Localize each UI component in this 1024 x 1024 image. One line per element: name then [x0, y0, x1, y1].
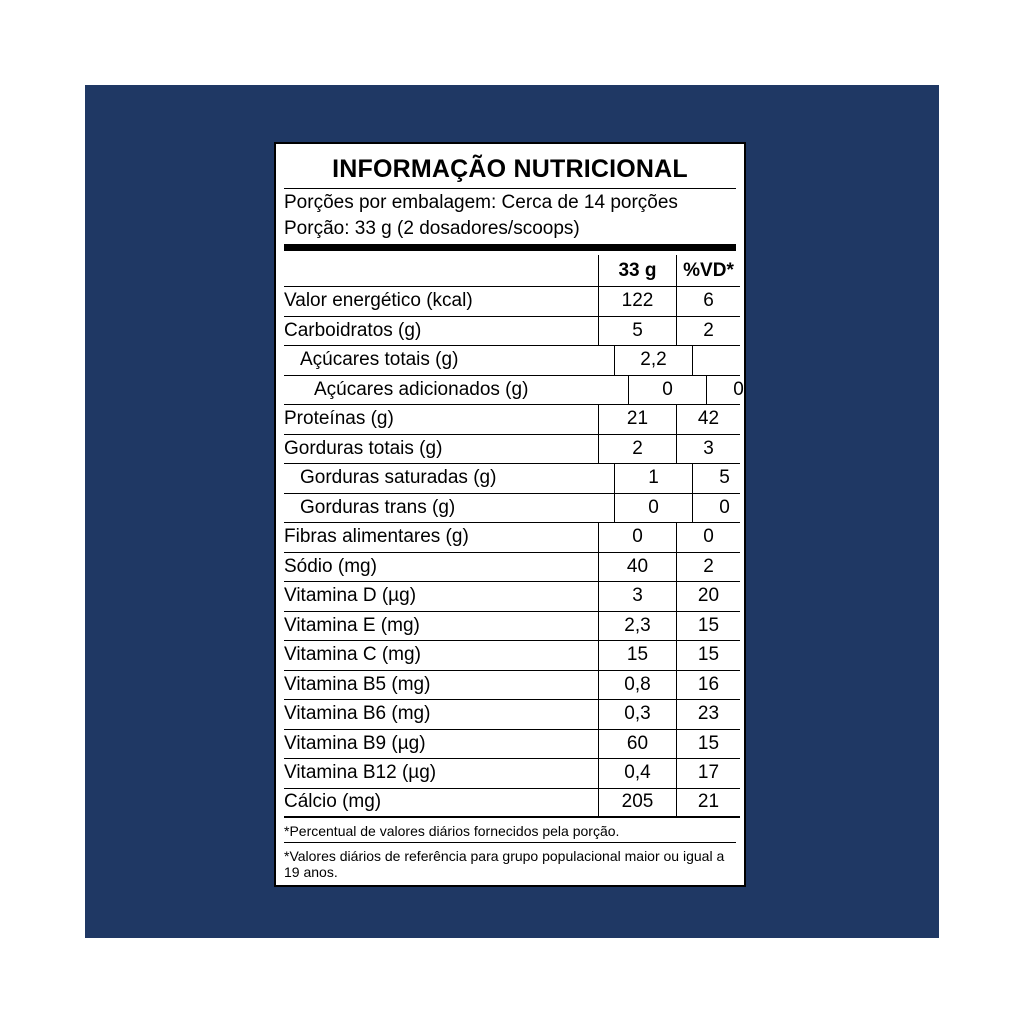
nutrient-dv: 20 [676, 582, 740, 611]
nutrient-dv: 5 [692, 464, 756, 493]
nutrient-amount: 3 [598, 582, 676, 611]
nutrient-dv: 16 [676, 671, 740, 700]
table-row [284, 346, 740, 376]
footnote-divider [284, 842, 736, 843]
table-row [284, 789, 740, 819]
nutrient-name: Gorduras totais (g) [284, 437, 443, 459]
nutrient-name: Fibras alimentares (g) [284, 526, 469, 548]
table-row [284, 317, 740, 347]
table-row [284, 759, 740, 789]
nutrient-amount: 2,2 [614, 346, 692, 375]
nutrient-amount: 5 [598, 317, 676, 346]
nutrient-dv: 6 [676, 287, 740, 316]
nutrient-amount: 122 [598, 287, 676, 316]
nutrient-dv [692, 346, 756, 375]
nutrient-dv: 0 [692, 494, 756, 523]
servings-per-package: Porções por embalagem: Cerca de 14 porções [284, 192, 678, 213]
nutrient-name: Vitamina B5 (mg) [284, 673, 431, 695]
table-row [284, 641, 740, 671]
nutrient-name: Gorduras trans (g) [300, 496, 456, 518]
header-amount: 33 g [598, 255, 676, 286]
footnote-reference: *Valores diários de referência para grupo populacional maior ou igual a 19 anos. [284, 848, 725, 880]
footnote-daily-values: *Percentual de valores diários fornecidos pela porção. [284, 823, 620, 839]
nutrient-dv: 42 [676, 405, 740, 434]
table-header-row [284, 255, 740, 287]
nutrient-amount: 60 [598, 730, 676, 759]
nutrient-name: Açúcares adicionados (g) [314, 378, 529, 400]
label-title: INFORMAÇÃO NUTRICIONAL [332, 155, 688, 183]
nutrient-amount: 0 [614, 494, 692, 523]
table-row [284, 376, 744, 406]
nutrient-name: Vitamina D (µg) [284, 585, 417, 607]
nutrient-dv: 0 [676, 523, 740, 552]
header-dv: %VD* [676, 255, 740, 286]
nutrient-amount: 2,3 [598, 612, 676, 641]
nutrient-name: Cálcio (mg) [284, 791, 382, 813]
nutrition-facts-label [274, 142, 746, 887]
nutrient-dv: 15 [676, 641, 740, 670]
table-row [284, 582, 740, 612]
nutrient-amount: 1 [614, 464, 692, 493]
nutrient-amount: 21 [598, 405, 676, 434]
nutrient-amount: 40 [598, 553, 676, 582]
table-row [284, 464, 740, 494]
table-row [284, 523, 740, 553]
nutrient-dv: 17 [676, 759, 740, 788]
table-row [284, 700, 740, 730]
nutrient-name: Gorduras saturadas (g) [300, 467, 497, 489]
nutrient-amount: 2 [598, 435, 676, 464]
table-row [284, 287, 740, 317]
nutrient-dv: 23 [676, 700, 740, 729]
nutrient-name: Vitamina B12 (µg) [284, 762, 437, 784]
nutrient-amount: 205 [598, 789, 676, 817]
nutrition-table [284, 255, 744, 818]
table-row [284, 612, 740, 642]
nutrient-amount: 0 [598, 523, 676, 552]
table-row [284, 405, 740, 435]
nutrient-name: Proteínas (g) [284, 408, 394, 430]
nutrient-dv: 15 [676, 612, 740, 641]
nutrient-dv: 2 [676, 317, 740, 346]
table-row [284, 553, 740, 583]
nutrient-name: Vitamina C (mg) [284, 644, 421, 666]
nutrient-name: Sódio (mg) [284, 555, 377, 577]
serving-size: Porção: 33 g (2 dosadores/scoops) [284, 218, 580, 239]
nutrient-amount: 0,3 [598, 700, 676, 729]
thick-divider [284, 244, 736, 251]
table-row [284, 671, 740, 701]
nutrient-dv: 21 [676, 789, 740, 817]
nutrient-name: Vitamina B9 (µg) [284, 732, 426, 754]
nutrient-dv: 2 [676, 553, 740, 582]
table-row [284, 494, 740, 524]
nutrient-name: Vitamina E (mg) [284, 614, 420, 636]
nutrient-name: Açúcares totais (g) [300, 349, 459, 371]
nutrient-name: Valor energético (kcal) [284, 290, 473, 312]
nutrient-amount: 0 [628, 376, 706, 405]
nutrient-dv: 0 [706, 376, 770, 405]
table-row [284, 435, 740, 465]
nutrient-dv: 3 [676, 435, 740, 464]
nutrient-name: Vitamina B6 (mg) [284, 703, 431, 725]
nutrient-amount: 0,4 [598, 759, 676, 788]
title-divider [284, 188, 736, 189]
nutrient-name: Carboidratos (g) [284, 319, 422, 341]
nutrient-amount: 15 [598, 641, 676, 670]
nutrient-dv: 15 [676, 730, 740, 759]
header-name-cell [284, 255, 598, 286]
table-row [284, 730, 740, 760]
nutrient-amount: 0,8 [598, 671, 676, 700]
